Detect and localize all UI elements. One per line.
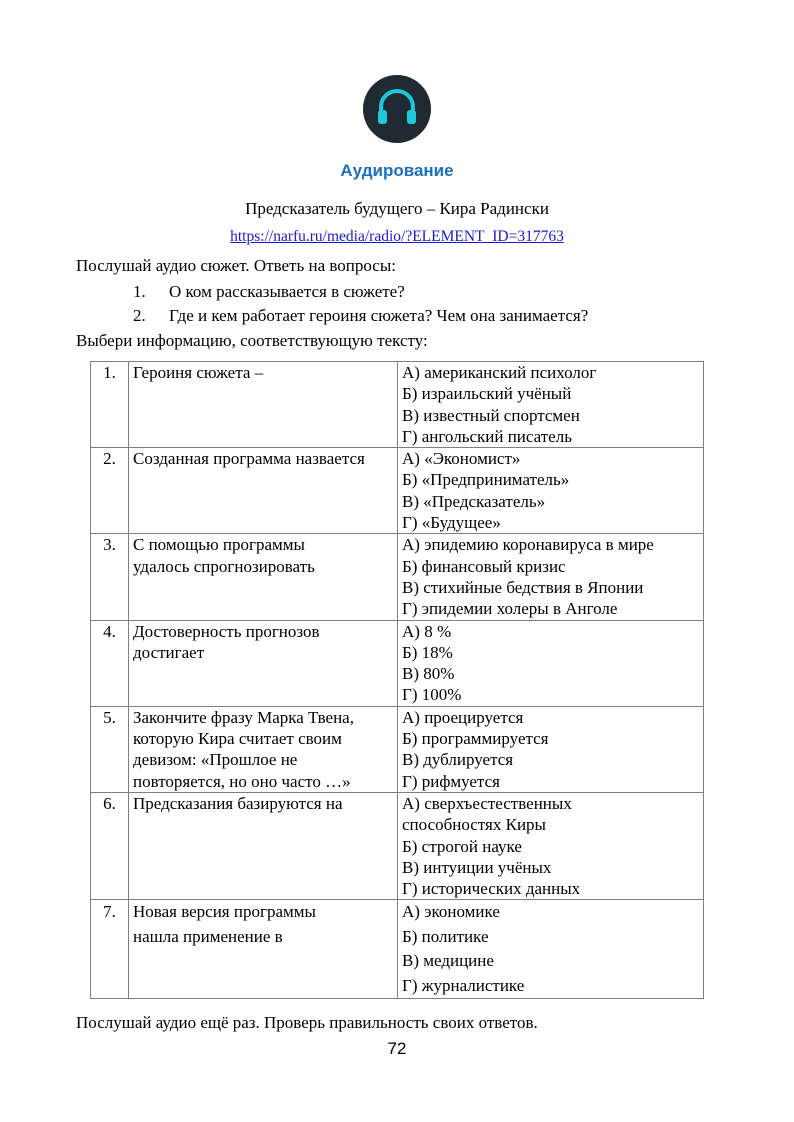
- stem-line: девизом: «Прошлое не: [133, 750, 298, 770]
- question-number: 1.: [133, 282, 146, 301]
- stem-line: нашла применение в: [133, 926, 283, 946]
- answer-option: Б) 18%: [402, 642, 453, 662]
- stem-line: повторяется, но оно часто …»: [133, 771, 351, 791]
- table-row: [91, 706, 704, 792]
- question-stem: [129, 706, 398, 792]
- answer-option: В) известный спортсмен: [402, 405, 580, 425]
- answer-option: Б) «Предприниматель»: [402, 470, 570, 490]
- page-number: 72: [387, 1039, 407, 1058]
- answer-option: В) дублируется: [402, 750, 514, 770]
- row-number: 1.: [91, 362, 129, 448]
- row-number: 2.: [91, 448, 129, 534]
- question-stem: [129, 792, 398, 899]
- question-1: [133, 282, 405, 302]
- stem-line: Героиня сюжета –: [133, 363, 264, 382]
- question-stem: [129, 534, 398, 620]
- answer-options: [398, 534, 704, 620]
- answer-option: Г) ангольский писатель: [402, 426, 572, 446]
- row-number: 7.: [91, 900, 129, 999]
- table-row: [91, 620, 704, 706]
- answer-option: А) «Экономист»: [402, 449, 521, 469]
- quiz-table: [90, 361, 704, 999]
- question-text: О ком рассказывается в сюжете?: [169, 282, 405, 301]
- answer-options: [398, 706, 704, 792]
- question-number: 2.: [133, 306, 146, 325]
- answer-option: В) интуиции учёных: [402, 857, 552, 877]
- row-number: 6.: [91, 792, 129, 899]
- answer-option: Г) исторических данных: [402, 879, 581, 899]
- answer-options: [398, 448, 704, 534]
- table-row: [91, 792, 704, 899]
- answer-option: Г) «Будущее»: [402, 513, 501, 533]
- answer-options: [398, 900, 704, 999]
- answer-options: [398, 362, 704, 448]
- table-row: [91, 362, 704, 448]
- answer-option: А) сверхъестественных: [402, 793, 572, 813]
- stem-line: Новая версия программы: [133, 902, 316, 922]
- section-title: Аудирование: [340, 161, 454, 180]
- answer-option: Г) журналистике: [402, 975, 525, 995]
- table-row: [91, 900, 704, 999]
- stem-line: Созданная программа назвается: [133, 449, 365, 469]
- table-row: [91, 448, 704, 534]
- answer-option: В) медицине: [402, 951, 494, 971]
- answer-option: Б) финансовый кризис: [402, 556, 566, 576]
- stem-line: Предсказания базируются на: [133, 793, 343, 813]
- answer-option: Б) программируется: [402, 729, 549, 749]
- answer-option: Б) политике: [402, 926, 489, 946]
- answer-options: [398, 792, 704, 899]
- answer-option: Г) эпидемии холеры в Анголе: [402, 599, 618, 619]
- answer-option: А) проецируется: [402, 707, 524, 727]
- row-number: 5.: [91, 706, 129, 792]
- headphones-icon: [363, 75, 431, 143]
- task-outro: Послушай аудио ещё раз. Проверь правильность своих ответов.: [76, 1013, 538, 1032]
- row-number: 4.: [91, 620, 129, 706]
- question-2: [133, 306, 588, 326]
- answer-option: А) эпидемию коронавируса в мире: [402, 535, 654, 555]
- audio-link[interactable]: https://narfu.ru/media/radio/?ELEMENT_ID=317763: [230, 228, 564, 245]
- answer-option: Б) строгой науке: [402, 836, 522, 856]
- question-stem: [129, 448, 398, 534]
- audio-subtitle: Предсказатель будущего – Кира Радински: [245, 199, 549, 218]
- answer-option: Б) израильский учёный: [402, 384, 572, 404]
- answer-option: Г) рифмуется: [402, 771, 500, 791]
- answer-option: А) экономике: [402, 902, 500, 922]
- answer-option: В) стихийные бедствия в Японии: [402, 577, 644, 597]
- task-intro: Послушай аудио сюжет. Ответь на вопросы:: [76, 256, 396, 275]
- answer-option: А) 8 %: [402, 621, 452, 641]
- stem-line: Закончите фразу Марка Твена,: [133, 707, 354, 727]
- answer-options: [398, 620, 704, 706]
- question-stem: [129, 900, 398, 999]
- stem-line: С помощью программы: [133, 535, 305, 555]
- stem-line: Достоверность прогнозов: [133, 621, 320, 641]
- question-stem: [129, 362, 398, 448]
- stem-line: которую Кира считает своим: [133, 729, 342, 749]
- task-instruction: Выбери информацию, соответствующую тексту:: [76, 331, 428, 350]
- stem-line: удалось спрогнозировать: [133, 556, 315, 576]
- question-stem: [129, 620, 398, 706]
- table-row: [91, 534, 704, 620]
- row-number: 3.: [91, 534, 129, 620]
- answer-option: способностях Киры: [402, 815, 546, 835]
- answer-option: Г) 100%: [402, 685, 462, 705]
- answer-option: В) 80%: [402, 664, 455, 684]
- answer-option: А) американский психолог: [402, 363, 597, 382]
- answer-option: В) «Предсказатель»: [402, 491, 546, 511]
- stem-line: достигает: [133, 642, 205, 662]
- question-text: Где и кем работает героиня сюжета? Чем она занимается?: [169, 306, 589, 325]
